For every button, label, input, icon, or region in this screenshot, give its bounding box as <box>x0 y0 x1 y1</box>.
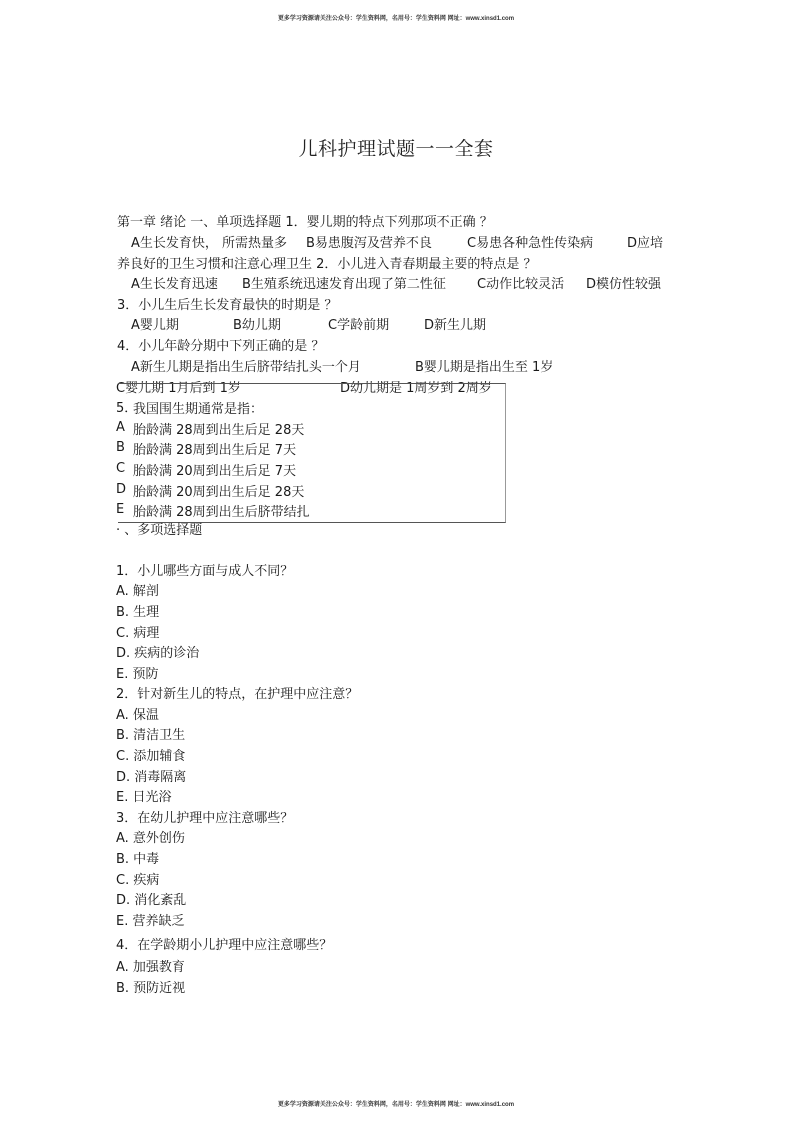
q5-option-a: 胎龄满 28周到出生后足 28天 <box>133 423 305 438</box>
header-banner: 更多学习资源请关注公众号：学生资料网，名用号：学生资料网 网址：www.xinsd1.com <box>277 16 515 22</box>
q3-option-c: C学龄前期 <box>328 318 390 333</box>
q3-option-b: B幼儿期 <box>233 318 281 333</box>
q1-option-a: A生长发育快， 所需热量多 <box>131 236 288 251</box>
q5-margin-stub: 5． <box>116 401 138 416</box>
page-title: 儿科护理试题一一全套 <box>298 138 494 160</box>
q5-option-b: 胎龄满 28周到出生后足 7天 <box>133 443 297 458</box>
q1-option-b: B易患腹泻及营养不良 <box>306 236 432 251</box>
q4-option-d: D幼儿期是 1周岁到 2周岁 <box>340 381 492 396</box>
s2-q2-option-e: E. 日光浴 <box>116 790 172 805</box>
s2-q3-option-e: E. 营养缺乏 <box>116 914 185 929</box>
q4-text: 4．小儿年龄分期中下列正确的是 ？ <box>117 339 325 354</box>
s2-q2-option-d: D. 消毒隔离 <box>116 770 187 785</box>
s2-q3-option-c: C. 疾病 <box>116 873 160 888</box>
q5-letter-a: A <box>116 420 125 435</box>
q5-question: 我国围生期通常是指： <box>133 402 264 417</box>
q5-letter-d: D <box>116 482 127 497</box>
q2-option-b: B生殖系统迅速发育出现了第二性征 <box>242 277 446 292</box>
q5-option-c: 胎龄满 20周到出生后足 7天 <box>133 464 297 479</box>
s2-q1-option-e: E. 预防 <box>116 667 159 682</box>
q4-option-c: C婴儿期 1月后到 1岁 <box>116 381 241 396</box>
q3-option-d: D新生儿期 <box>424 318 487 333</box>
s2-q1-option-b: B. 生理 <box>116 605 160 620</box>
s2-q3-text: 3．在幼儿护理中应注意哪些？ <box>116 811 294 826</box>
s2-q1-option-c: C. 病理 <box>116 626 160 641</box>
q4-option-a: A新生儿期是指出生后脐带结扎头一个月 <box>131 360 361 375</box>
s2-q2-option-c: C. 添加辅食 <box>116 749 186 764</box>
q5-option-d: 胎龄满 20周到出生后足 28天 <box>133 485 305 500</box>
footer-banner: 更多学习资源请关注公众号：学生资料网，名用号：学生资料网 网址：www.xinsd1.com <box>277 1102 515 1108</box>
q2-option-d: D模仿性较强 <box>586 277 662 292</box>
s2-q2-option-b: B. 清洁卫生 <box>116 728 186 743</box>
s2-q1-text: 1．小儿哪些方面与成人不同？ <box>116 564 294 579</box>
s2-q4-option-a: A. 加强教育 <box>116 960 185 975</box>
s2-q1-option-d: D. 疾病的诊治 <box>116 646 200 661</box>
q5-letter-c: C <box>116 461 126 476</box>
q2-option-a: A生长发育迅速 <box>131 277 218 292</box>
chapter-intro-line: 第一章 绪论 一、单项选择题 1．婴儿期的特点下列那项不正确 ？ <box>117 215 493 230</box>
s2-q1-option-a: A. 解剖 <box>116 584 159 599</box>
q1-option-c: C易患各种急性传染病 <box>467 236 594 251</box>
q4-option-b: B婴儿期是指出生至 1岁 <box>415 360 554 375</box>
s2-q3-option-a: A. 意外创伤 <box>116 831 185 846</box>
s2-q4-text: 4．在学龄期小儿护理中应注意哪些？ <box>116 938 333 953</box>
s2-q2-option-a: A. 保温 <box>116 708 159 723</box>
q5-letter-e: E <box>116 502 125 517</box>
q3-option-a: A婴儿期 <box>131 318 179 333</box>
s2-q3-option-d: D. 消化紊乱 <box>116 893 187 908</box>
q5-option-e: 胎龄满 28周到出生后脐带结扎 <box>133 505 310 520</box>
s2-q3-option-b: B. 中毒 <box>116 852 160 867</box>
s2-q2-text: 2．针对新生儿的特点，在护理中应注意？ <box>116 687 359 702</box>
q5-letter-b: B <box>116 440 125 455</box>
q1-continuation-line: 养良好的卫生习惯和注意心理卫生 2．小儿进入青春期最主要的特点是 ？ <box>117 257 537 272</box>
section-2-heading: · 、多项选择题 <box>116 523 203 538</box>
q3-text: 3．小儿生后生长发育最快的时期是 ？ <box>117 298 338 313</box>
q1-option-d: D应培 <box>627 236 664 251</box>
q2-option-c: C动作比较灵活 <box>477 277 565 292</box>
s2-q4-option-b: B. 预防近视 <box>116 981 186 996</box>
